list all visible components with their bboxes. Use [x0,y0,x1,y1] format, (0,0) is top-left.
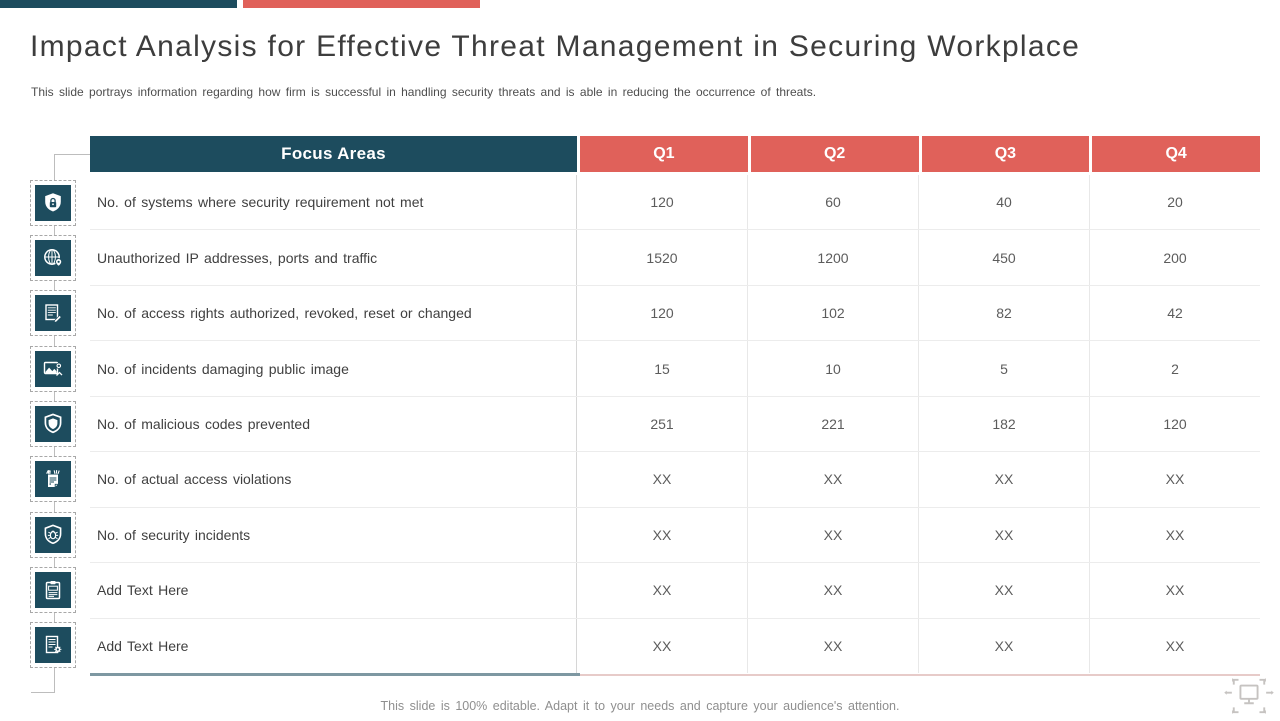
table-row [90,619,1260,673]
column-header-q2: Q2 [751,136,919,172]
row-value-cell: XX [748,508,919,562]
row-value-cell: XX [1165,471,1185,488]
top-accent-bar-coral [243,0,480,8]
icon-rail-bottom-connector [31,692,55,693]
row-value-cell: 10 [748,341,919,395]
row-value-cell: 42 [1167,305,1183,322]
row-value-cell: 120 [1163,415,1187,432]
row-value-cell: XX [1165,526,1185,543]
table-body [90,175,1260,673]
icon-box [30,235,76,281]
row-value-cell: 20 [1167,194,1183,211]
row-value-cell: 182 [919,397,1090,451]
column-header-focus-areas: Focus Areas [90,136,577,172]
row-label: No. of systems where security requirement not met [90,175,577,229]
column-header-q3: Q3 [922,136,1090,172]
footer-note: This slide is 100% editable. Adapt it to your needs and capture your audience's attention. [380,699,900,713]
table-row [90,452,1260,507]
table-row [90,563,1260,618]
slide-subtitle: This slide portrays information regarding how firm is successful in handling security threats and is able in reducing the occurrence of threats. [31,85,817,99]
table-header-row [90,136,1260,172]
row-value-cell: 40 [919,175,1090,229]
icon-box [30,180,76,226]
row-value-cell: 221 [748,397,919,451]
row-value-cell: 251 [577,397,748,451]
shield-outline-icon [35,406,71,442]
icon-box [30,456,76,502]
table-bottom-rule-pink [580,674,1260,676]
table-row [90,397,1260,452]
document-signature-icon [35,295,71,331]
row-label: No. of malicious codes prevented [90,397,577,451]
row-value-cell: 1520 [577,230,748,284]
row-value-cell: 450 [919,230,1090,284]
table-bottom-rule-teal [90,673,580,676]
public-image-icon [35,351,71,387]
document-gear-icon [35,627,71,663]
row-label: No. of access rights authorized, revoked, reset or changed [90,286,577,340]
document-hands-icon [35,461,71,497]
row-value-cell: 120 [577,286,748,340]
row-value-cell: XX [577,452,748,506]
row-value-cell: XX [1165,637,1185,654]
row-value-cell: XX [1165,582,1185,599]
shield-lock-icon [35,185,71,221]
row-label: Add Text Here [90,619,577,673]
row-value-cell: 60 [748,175,919,229]
icon-box [30,290,76,336]
row-value-cell: 2 [1171,360,1179,377]
row-value-cell: 82 [919,286,1090,340]
column-header-q4: Q4 [1092,136,1260,172]
top-accent-bar-teal [0,0,237,8]
row-label: Unauthorized IP addresses, ports and traffic [90,230,577,284]
icon-rail-top-connector [54,154,90,155]
icon-box [30,401,76,447]
row-label: No. of actual access violations [90,452,577,506]
row-label: No. of security incidents [90,508,577,562]
bug-shield-icon [35,517,71,553]
table-row [90,230,1260,285]
column-header-q1: Q1 [580,136,748,172]
clipboard-icon [35,572,71,608]
row-value-cell: 200 [1163,249,1187,266]
slide-title: Impact Analysis for Effective Threat Management in Securing Workplace [30,30,1081,63]
row-value-cell: XX [577,563,748,617]
row-label: Add Text Here [90,563,577,617]
row-value-cell: XX [577,508,748,562]
icon-box [30,512,76,558]
impact-table [90,136,1260,673]
row-value-cell: 102 [748,286,919,340]
row-value-cell: XX [919,508,1090,562]
row-value-cell: XX [919,619,1090,673]
table-row [90,175,1260,230]
row-value-cell: 5 [919,341,1090,395]
row-value-cell: 15 [577,341,748,395]
table-row [90,508,1260,563]
table-row [90,341,1260,396]
row-value-cell: XX [919,563,1090,617]
row-value-cell: XX [748,452,919,506]
table-row [90,286,1260,341]
row-value-cell: XX [577,619,748,673]
icon-box [30,567,76,613]
row-value-cell: XX [919,452,1090,506]
row-value-cell: 120 [577,175,748,229]
screen-share-icon [1224,676,1274,721]
row-value-cell: XX [748,563,919,617]
globe-location-icon [35,240,71,276]
row-value-cell: XX [748,619,919,673]
row-value-cell: 1200 [748,230,919,284]
row-label: No. of incidents damaging public image [90,341,577,395]
icon-box [30,622,76,668]
icon-box [30,346,76,392]
